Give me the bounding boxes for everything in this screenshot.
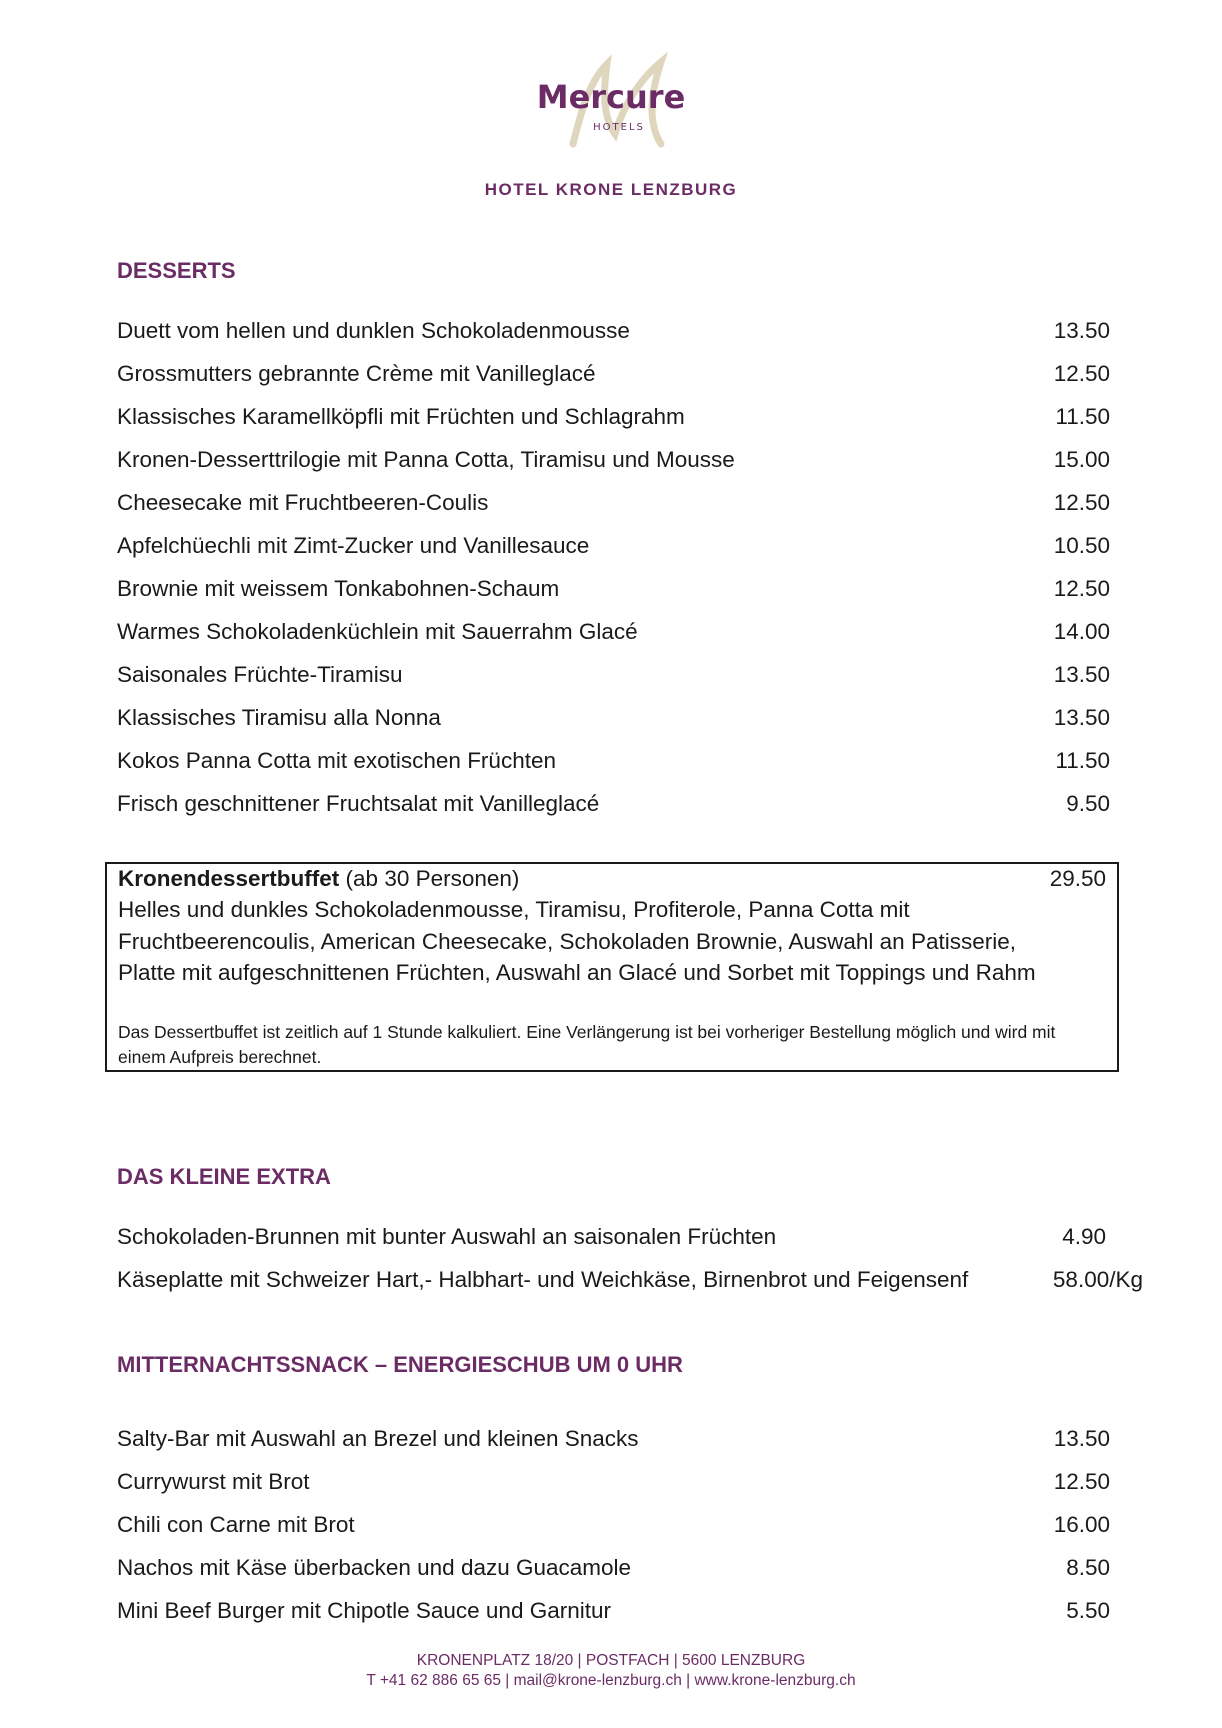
item-price: 13.50 [1053, 662, 1110, 687]
item-price: 11.50 [1055, 404, 1110, 429]
item-name: Klassisches Karamellköpfli mit Früchten und Schlagrahm [117, 404, 685, 429]
buffet-description: Helles und dunkles Schokoladenmousse, Tiramisu, Profiterole, Panna Cotta mit Fruchtbeerencoulis, American Cheesecake, Schokoladen Brownie, Auswahl an Patisserie, Platte mit aufgeschnittenen Früchten, Auswahl an Glacé und Sorbet mit Toppings und Rahm [118, 897, 1036, 985]
menu-item [117, 1510, 1110, 1540]
menu-item [117, 574, 1110, 604]
dessert-buffet-box [105, 862, 1119, 1072]
item-name: Cheesecake mit Fruchtbeeren-Coulis [117, 490, 489, 515]
logo-sub: HOTELS [593, 122, 645, 133]
buffet-subtitle: (ab 30 Personen) [345, 866, 520, 891]
buffet-price: 29.50 [1049, 866, 1106, 891]
item-price: 4.90 [1062, 1224, 1106, 1249]
buffet-heading [118, 864, 519, 894]
item-name: Grossmutters gebrannte Crème mit Vanilleglacé [117, 361, 596, 386]
menu-item [117, 1424, 1110, 1454]
item-price: 13.50 [1053, 318, 1110, 343]
item-name: Warmes Schokoladenküchlein mit Sauerrahm Glacé [117, 619, 638, 644]
menu-item [117, 660, 1110, 690]
item-price: 12.50 [1053, 576, 1110, 601]
menu-item [117, 359, 1110, 389]
menu-item [117, 445, 1110, 475]
item-price: 5.50 [1066, 1598, 1110, 1623]
menu-item [117, 746, 1110, 776]
hotel-name: HOTEL KRONE LENZBURG [484, 180, 738, 199]
item-name: Frisch geschnittener Fruchtsalat mit Vanilleglacé [117, 791, 600, 816]
item-price: 12.50 [1053, 490, 1110, 515]
menu-item [117, 531, 1110, 561]
item-name: Apfelchüechli mit Zimt-Zucker und Vanillesauce [117, 533, 590, 558]
menu-item [117, 789, 1110, 819]
menu-item [117, 1222, 1143, 1252]
item-name: Nachos mit Käse überbacken und dazu Guacamole [117, 1555, 632, 1580]
item-price: 14.00 [1053, 619, 1110, 644]
mercure-logo [0, 52, 1222, 152]
item-price: 16.00 [1053, 1512, 1110, 1537]
menu-item [117, 1596, 1110, 1626]
item-name: Brownie mit weissem Tonkabohnen-Schaum [117, 576, 560, 601]
menu-item [117, 1553, 1110, 1583]
buffet-note: Das Dessertbuffet ist zeitlich auf 1 Stunde kalkuliert. Eine Verlängerung ist bei vorheriger Bestellung möglich und wird mit einem Aufpreis berechnet. [118, 1022, 1056, 1067]
item-price: 11.50 [1055, 748, 1110, 773]
buffet-title: Kronendessertbuffet [118, 866, 340, 891]
item-name: Duett vom hellen und dunklen Schokoladenmousse [117, 318, 630, 343]
section-title-desserts: DESSERTS [117, 258, 236, 283]
menu-item [117, 1265, 1143, 1295]
section-title-extra: DAS KLEINE EXTRA [117, 1164, 331, 1189]
item-name: Klassisches Tiramisu alla Nonna [117, 705, 441, 730]
item-name: Chili con Carne mit Brot [117, 1512, 355, 1537]
item-price: 13.50 [1053, 705, 1110, 730]
item-price: 12.50 [1053, 1469, 1110, 1494]
menu-item [117, 316, 1110, 346]
item-name: Käseplatte mit Schweizer Hart,- Halbhart- und Weichkäse, Birnenbrot und Feigensenf [117, 1267, 969, 1292]
footer-address: KRONENPLATZ 18/20 | POSTFACH | 5600 LENZBURG [416, 1652, 806, 1669]
item-price: 15.00 [1053, 447, 1110, 472]
item-name: Saisonales Früchte-Tiramisu [117, 662, 403, 687]
item-price: 13.50 [1053, 1426, 1110, 1451]
item-price: 9.50 [1066, 791, 1110, 816]
item-name: Schokoladen-Brunnen mit bunter Auswahl an saisonalen Früchten [117, 1224, 777, 1249]
menu-item [117, 703, 1110, 733]
item-name: Currywurst mit Brot [117, 1469, 310, 1494]
item-name: Kronen-Desserttrilogie mit Panna Cotta, Tiramisu und Mousse [117, 447, 735, 472]
menu-item [117, 1467, 1110, 1497]
item-name: Kokos Panna Cotta mit exotischen Früchten [117, 748, 556, 773]
menu-item [117, 617, 1110, 647]
section-title-midnight: MITTERNACHTSSNACK – ENERGIESCHUB UM 0 UHR [117, 1352, 683, 1377]
item-price: 12.50 [1053, 361, 1110, 386]
menu-item [117, 402, 1110, 432]
item-price: 10.50 [1053, 533, 1110, 558]
footer-contact: T +41 62 886 65 65 | mail@krone-lenzburg.ch | www.krone-lenzburg.ch [366, 1672, 856, 1689]
item-price: 8.50 [1066, 1555, 1110, 1580]
item-name: Salty-Bar mit Auswahl an Brezel und kleinen Snacks [117, 1426, 639, 1451]
logo-brand: Mercure [536, 78, 686, 116]
menu-item [117, 488, 1110, 518]
item-price: 58.00/Kg [1052, 1267, 1143, 1292]
item-name: Mini Beef Burger mit Chipotle Sauce und Garnitur [117, 1598, 611, 1623]
